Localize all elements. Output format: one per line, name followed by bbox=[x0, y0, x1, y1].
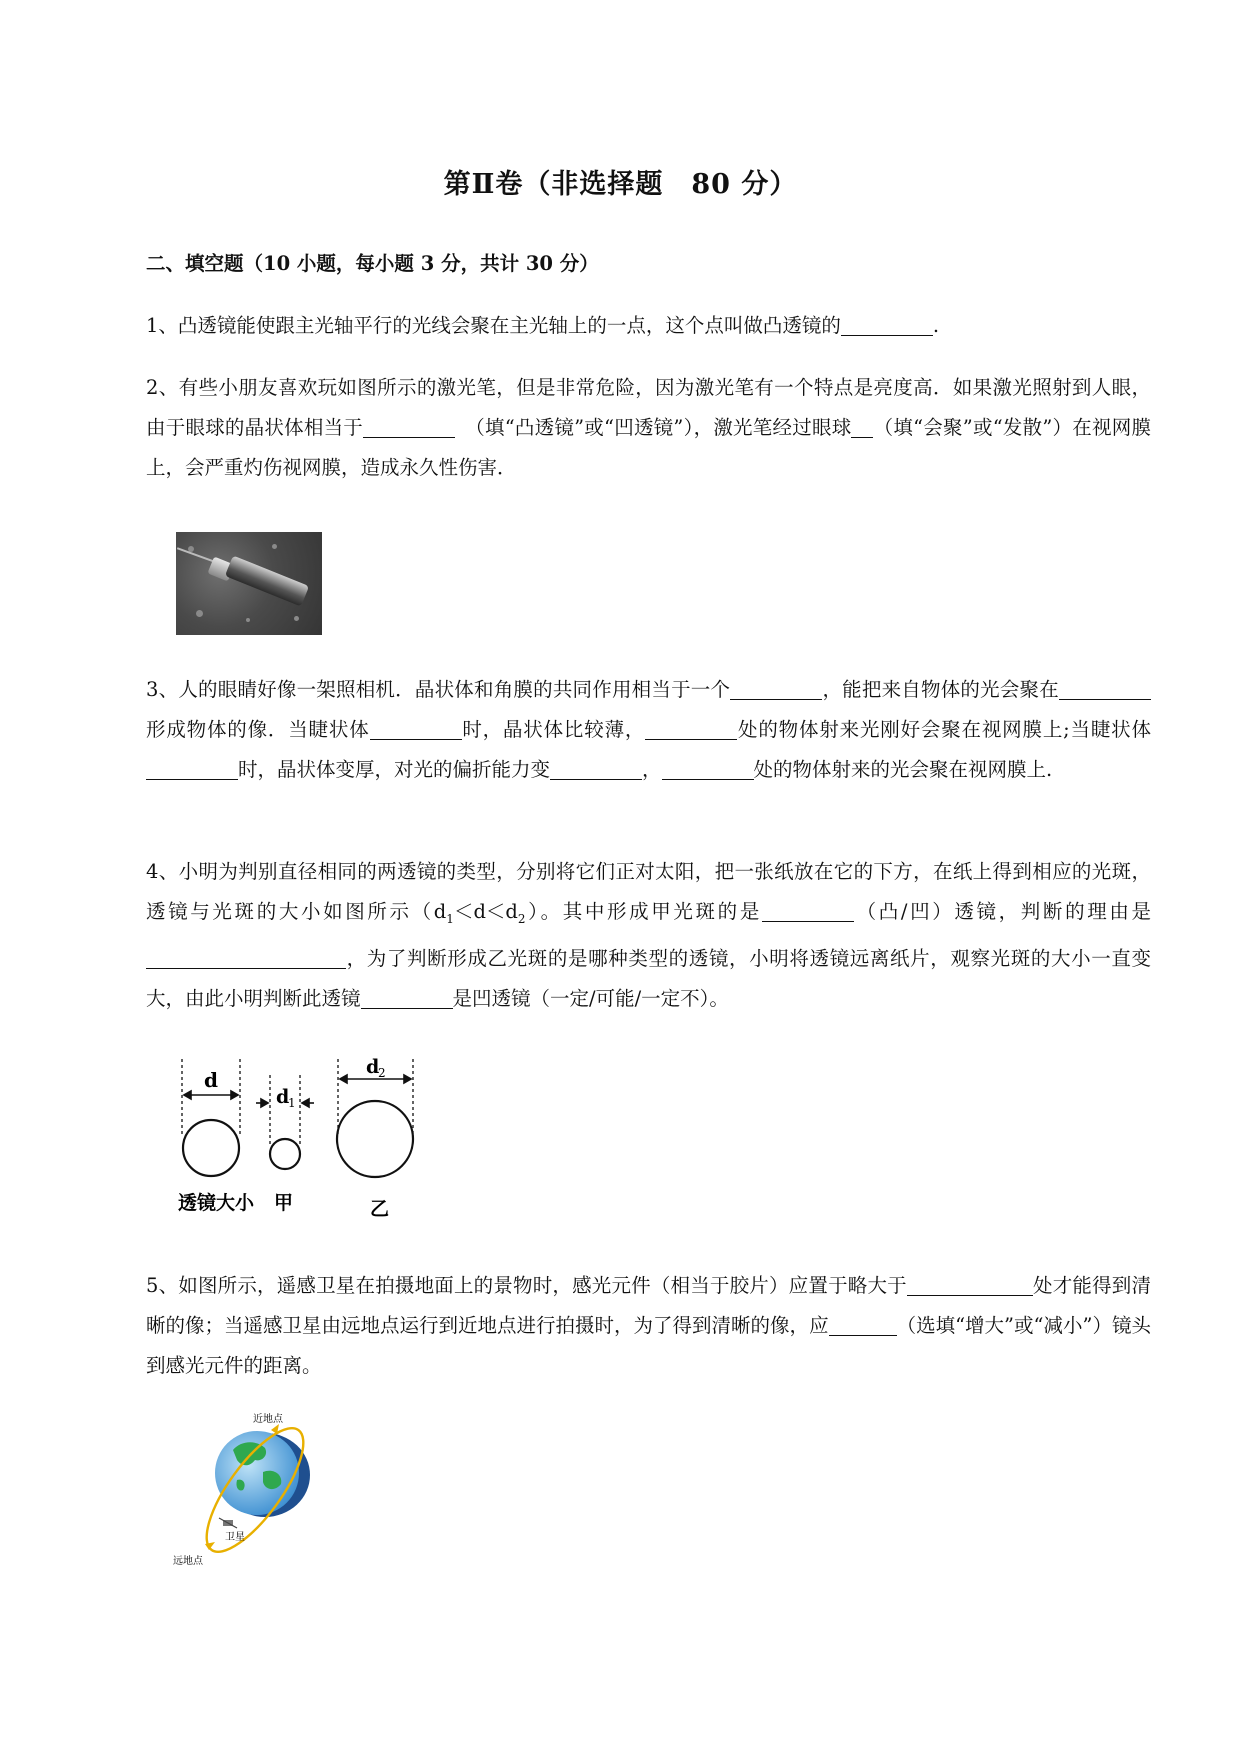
q3-text-e: 处的物体射来光刚好会聚在视网膜上;当睫状体 bbox=[737, 718, 1151, 741]
q4-text-mid: ＜d＜d bbox=[453, 900, 518, 923]
q3-text-a: 3、人的眼睛好像一架照相机．晶状体和角膜的共同作用相当于一个 bbox=[146, 678, 731, 701]
q4-sub-1: 1 bbox=[446, 911, 454, 926]
q4-text-a: 4、小明为判别直径相同的两透镜的类型，分别将它们正对太阳，把一张纸放在它的下方，在纸上得到相应的光斑，透镜与光斑的大小如图所示（d bbox=[146, 860, 1151, 923]
question-3 bbox=[146, 670, 1151, 790]
q3-blank-6[interactable] bbox=[550, 753, 642, 780]
q4-text-d: ，为了判断形成乙光斑的是哪种类型的透镜，小明将透镜远离纸片，观察光斑的大小一直变大，由此小明判断此透镜 bbox=[146, 946, 1151, 1010]
q3-blank-3[interactable] bbox=[370, 713, 462, 740]
caption-jia: 甲 bbox=[274, 1192, 294, 1214]
q4-blank-3[interactable] bbox=[361, 982, 453, 1009]
q3-text-d: 时，晶状体比较薄， bbox=[461, 718, 646, 741]
q4-blank-2[interactable] bbox=[146, 942, 346, 969]
q3-text-c: 形成物体的像．当睫状体 bbox=[146, 718, 370, 741]
q3-text-g: ， bbox=[642, 758, 662, 781]
question-5 bbox=[146, 1266, 1151, 1386]
question-2 bbox=[146, 368, 1151, 488]
q3-blank-7[interactable] bbox=[662, 753, 754, 780]
q3-text-h: 处的物体射来的光会聚在视网膜上. bbox=[753, 758, 1053, 781]
page-title: 第Ⅱ卷（非选择题 80 分） bbox=[443, 169, 798, 200]
q4-text-b: ）。其中形成甲光斑的是 bbox=[525, 900, 762, 923]
q1-blank-1[interactable] bbox=[841, 309, 933, 336]
q5-blank-2[interactable] bbox=[829, 1309, 897, 1336]
q5-blank-1[interactable] bbox=[907, 1269, 1033, 1296]
satellite-orbit-figure bbox=[165, 1410, 345, 1570]
q4-text-c: （凸/凹）透镜，判断的理由是 bbox=[853, 900, 1151, 923]
lens-label-d1: d bbox=[276, 1086, 290, 1108]
q4-text-e: 是凹透镜（一定/可能/一定不）。 bbox=[452, 986, 729, 1010]
label-apogee: 远地点 bbox=[173, 1556, 203, 1567]
caption-yi: 乙 bbox=[370, 1198, 390, 1220]
satellite-icon bbox=[219, 1518, 237, 1528]
q5-text-a: 5、如图所示，遥感卫星在拍摄地面上的景物时，感光元件（相当于胶片）应置于略大于 bbox=[146, 1274, 907, 1297]
q3-text-f: 时，晶状体变厚，对光的偏折能力变 bbox=[238, 758, 551, 781]
lens-label-d1-sub: 1 bbox=[288, 1096, 296, 1110]
q3-text-b: ，能把来自物体的光会聚在 bbox=[822, 678, 1059, 701]
q2-text-c: （填“会聚”或“发散”）在视网膜上，会严重灼伤视网膜，造成永久性伤害． bbox=[146, 416, 1151, 479]
q3-blank-5[interactable] bbox=[146, 753, 238, 780]
lens-label-d2: d bbox=[366, 1056, 380, 1078]
lens-spot-figure bbox=[170, 1055, 430, 1225]
q2-blank-2[interactable] bbox=[851, 411, 873, 438]
section-title: 二、填空题（10 小题，每小题 3 分，共计 30 分） bbox=[146, 252, 599, 275]
q3-blank-4[interactable] bbox=[645, 713, 737, 740]
q5-text-b: 处才能得到清晰的像；当遥感卫星由远地点运行到近地点进行拍摄时，为了得到清晰的像，应 bbox=[146, 1274, 1151, 1337]
q4-blank-1[interactable] bbox=[762, 895, 854, 922]
q3-blank-1[interactable] bbox=[730, 673, 822, 700]
q1-text-a: 1、凸透镜能使跟主光轴平行的光线会聚在主光轴上的一点，这个点叫做凸透镜的 bbox=[146, 314, 841, 337]
lens-label-d2-sub: 2 bbox=[378, 1066, 386, 1080]
q3-blank-2[interactable] bbox=[1059, 673, 1151, 700]
q5-text-c: （选填“增大”或“减小”）镜头到感光元件的距离。 bbox=[146, 1314, 1151, 1377]
question-1 bbox=[146, 306, 1151, 346]
q1-text-b: . bbox=[932, 314, 940, 337]
q2-text-a: 2、有些小朋友喜欢玩如图所示的激光笔，但是非常危险，因为激光笔有一个特点是亮度高．如果激光照射到人眼，由于眼球的晶状体相当于 bbox=[146, 376, 1151, 439]
q2-text-b: （填“凸透镜”或“凹透镜”），激光笔经过眼球 bbox=[475, 416, 852, 439]
label-perigee: 近地点 bbox=[253, 1414, 283, 1425]
laser-pen-photo bbox=[176, 532, 322, 635]
label-satellite: 卫星 bbox=[225, 1532, 245, 1543]
q4-sub-2: 2 bbox=[517, 911, 526, 926]
question-4 bbox=[146, 852, 1151, 1019]
caption-lens-size: 透镜大小 bbox=[178, 1192, 255, 1214]
lens-label-d: d bbox=[204, 1068, 218, 1092]
q2-blank-1[interactable] bbox=[363, 411, 455, 438]
